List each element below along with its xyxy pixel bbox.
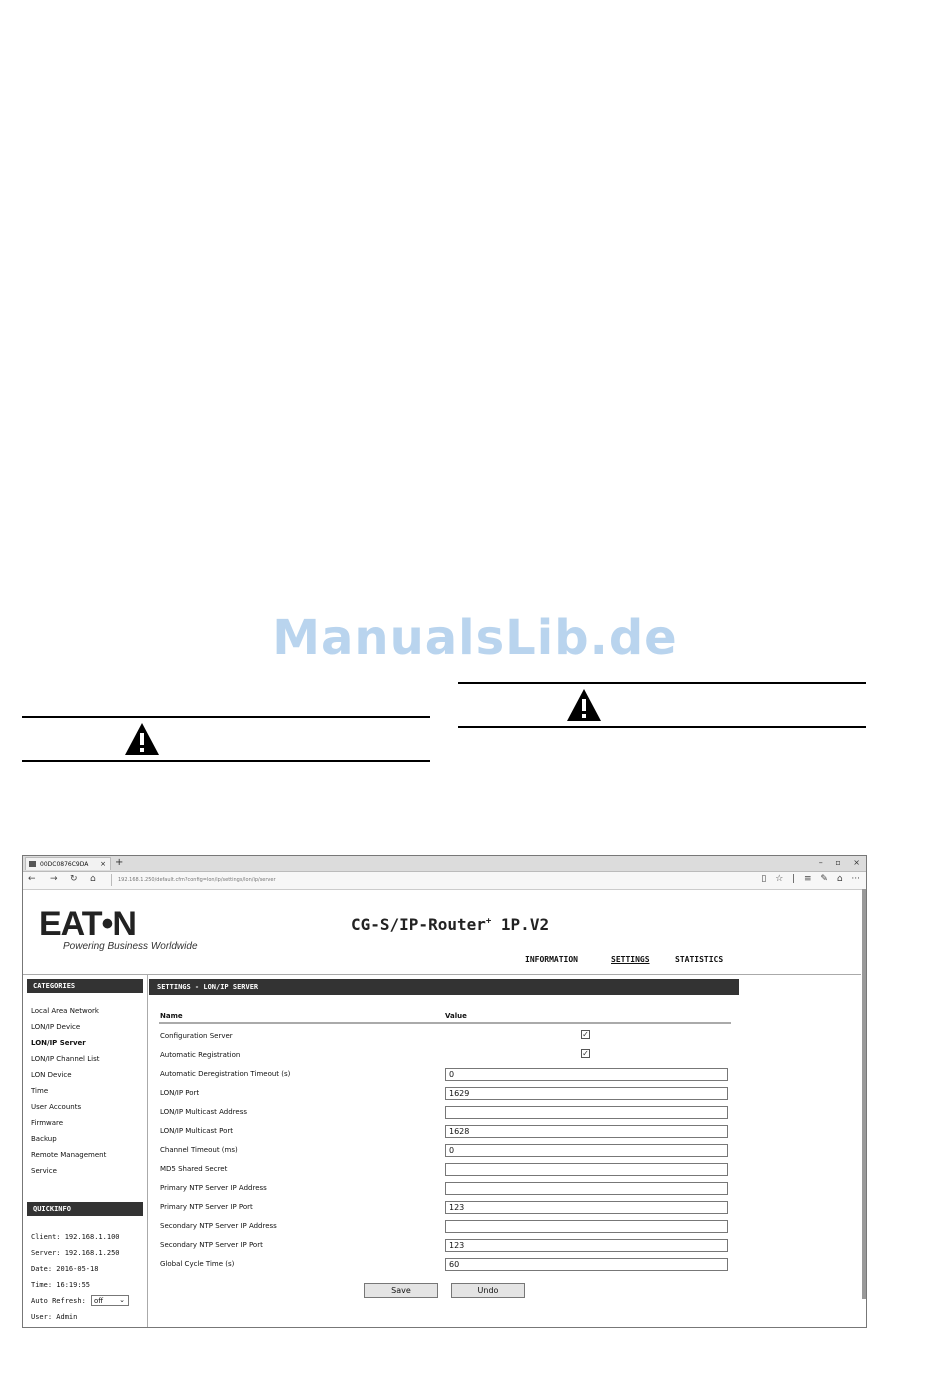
window-controls[interactable]: – ▫ × <box>818 858 860 867</box>
new-tab-button[interactable]: + <box>115 857 124 868</box>
secondary-ntp-address-input[interactable] <box>445 1220 728 1233</box>
sidebar-item-local-area-network[interactable]: Local Area Network <box>31 1007 99 1015</box>
forward-icon[interactable]: → <box>50 874 58 884</box>
sidebar-item-lon-device[interactable]: LON Device <box>31 1071 72 1079</box>
row-label: Automatic Registration <box>160 1051 241 1059</box>
nav-settings[interactable]: SETTINGS <box>611 955 650 964</box>
row-label: Primary NTP Server IP Address <box>160 1184 267 1192</box>
sidebar-item-lon-ip-channel-list[interactable]: LON/IP Channel List <box>31 1055 100 1063</box>
deregistration-timeout-input[interactable]: 0 <box>445 1068 728 1081</box>
column-header-name: Name <box>160 1012 183 1020</box>
url-input[interactable]: 192.168.1.250/default.cfm?config=lon/ip/settings/lon/ip/server <box>111 874 678 886</box>
multicast-port-input[interactable]: 1628 <box>445 1125 728 1138</box>
page-header <box>23 889 861 975</box>
scrollbar[interactable] <box>862 889 866 1299</box>
row-label: Secondary NTP Server IP Port <box>160 1241 263 1249</box>
row-label: Automatic Deregistration Timeout (s) <box>160 1070 291 1078</box>
refresh-icon[interactable]: ↻ <box>70 874 78 884</box>
watermark: ManualsLib.de <box>272 610 678 666</box>
global-cycle-time-input[interactable]: 60 <box>445 1258 728 1271</box>
row-label: LON/IP Multicast Address <box>160 1108 248 1116</box>
sidebar-item-user-accounts[interactable]: User Accounts <box>31 1103 82 1111</box>
sidebar-item-service[interactable]: Service <box>31 1167 57 1175</box>
quickinfo-client: Client: 192.168.1.100 <box>31 1233 120 1241</box>
sidebar-item-time[interactable]: Time <box>31 1087 49 1095</box>
sidebar-item-remote-management[interactable]: Remote Management <box>31 1151 107 1159</box>
undo-button[interactable]: Undo <box>451 1283 525 1298</box>
home-icon[interactable]: ⌂ <box>90 874 96 884</box>
automatic-registration-checkbox[interactable]: ✓ <box>582 1049 589 1058</box>
row-label: Global Cycle Time (s) <box>160 1260 235 1268</box>
browser-tab[interactable] <box>25 857 111 870</box>
chevron-down-icon: ⌄ <box>119 1296 125 1304</box>
sidebar-item-lon-ip-device[interactable]: LON/IP Device <box>31 1023 81 1031</box>
settings-heading: SETTINGS - LON/IP SERVER <box>149 979 739 995</box>
quickinfo-heading: QUICKINFO <box>27 1202 143 1216</box>
quickinfo-server: Server: 192.168.1.250 <box>31 1249 120 1257</box>
quickinfo-user: User: Admin <box>31 1313 78 1321</box>
eaton-logo: EAT•N <box>39 905 136 943</box>
column-header-value: Value <box>445 1012 467 1020</box>
row-label: MD5 Shared Secret <box>160 1165 228 1173</box>
secondary-ntp-port-input[interactable]: 123 <box>445 1239 728 1252</box>
nav-information[interactable]: INFORMATION <box>525 955 578 964</box>
warning-box-left <box>22 716 430 762</box>
configuration-server-checkbox[interactable]: ✓ <box>582 1030 589 1039</box>
header-divider <box>159 1022 731 1024</box>
quickinfo-time: Time: 16:19:55 <box>31 1281 91 1289</box>
row-label: Channel Timeout (ms) <box>160 1146 238 1154</box>
md5-secret-input[interactable] <box>445 1163 728 1176</box>
browser-toolbar-icons[interactable]: ▯ ☆ | ≡ ✎ ⌂ ··· <box>761 874 860 884</box>
primary-ntp-port-input[interactable]: 123 <box>445 1201 728 1214</box>
quickinfo-date: Date: 2016-05-18 <box>31 1265 99 1273</box>
row-label: Secondary NTP Server IP Address <box>160 1222 277 1230</box>
auto-refresh-label: Auto Refresh: <box>31 1297 86 1305</box>
address-bar <box>23 872 866 890</box>
sidebar-item-backup[interactable]: Backup <box>31 1135 57 1143</box>
sidebar-item-firmware[interactable]: Firmware <box>31 1119 64 1127</box>
tab-title: 00DC0876C9DA <box>40 861 89 868</box>
categories-heading: CATEGORIES <box>27 979 143 993</box>
logo-tagline: Powering Business Worldwide <box>63 941 198 952</box>
sidebar <box>23 975 148 1327</box>
primary-ntp-address-input[interactable] <box>445 1182 728 1195</box>
channel-timeout-input[interactable]: 0 <box>445 1144 728 1157</box>
back-icon[interactable]: ← <box>28 874 36 884</box>
row-label: LON/IP Multicast Port <box>160 1127 234 1135</box>
row-label: Primary NTP Server IP Port <box>160 1203 253 1211</box>
row-label: Configuration Server <box>160 1032 233 1040</box>
save-button[interactable]: Save <box>364 1283 438 1298</box>
warning-triangle-icon <box>124 722 160 756</box>
row-label: LON/IP Port <box>160 1089 200 1097</box>
tab-bar <box>23 856 866 872</box>
nav-statistics[interactable]: STATISTICS <box>675 955 724 964</box>
tab-close-icon[interactable]: × <box>100 860 106 868</box>
browser-window <box>22 855 867 1328</box>
warning-box-right <box>458 682 866 728</box>
settings-panel <box>149 979 739 1319</box>
product-title: CG-S/IP-Router+ 1P.V2 <box>351 915 550 934</box>
multicast-address-input[interactable] <box>445 1106 728 1119</box>
warning-triangle-icon <box>566 688 602 722</box>
lon-ip-port-input[interactable]: 1629 <box>445 1087 728 1100</box>
sidebar-item-lon-ip-server[interactable]: LON/IP Server <box>31 1039 86 1047</box>
auto-refresh-select[interactable]: off ⌄ <box>91 1295 129 1306</box>
favicon-icon <box>29 861 36 867</box>
